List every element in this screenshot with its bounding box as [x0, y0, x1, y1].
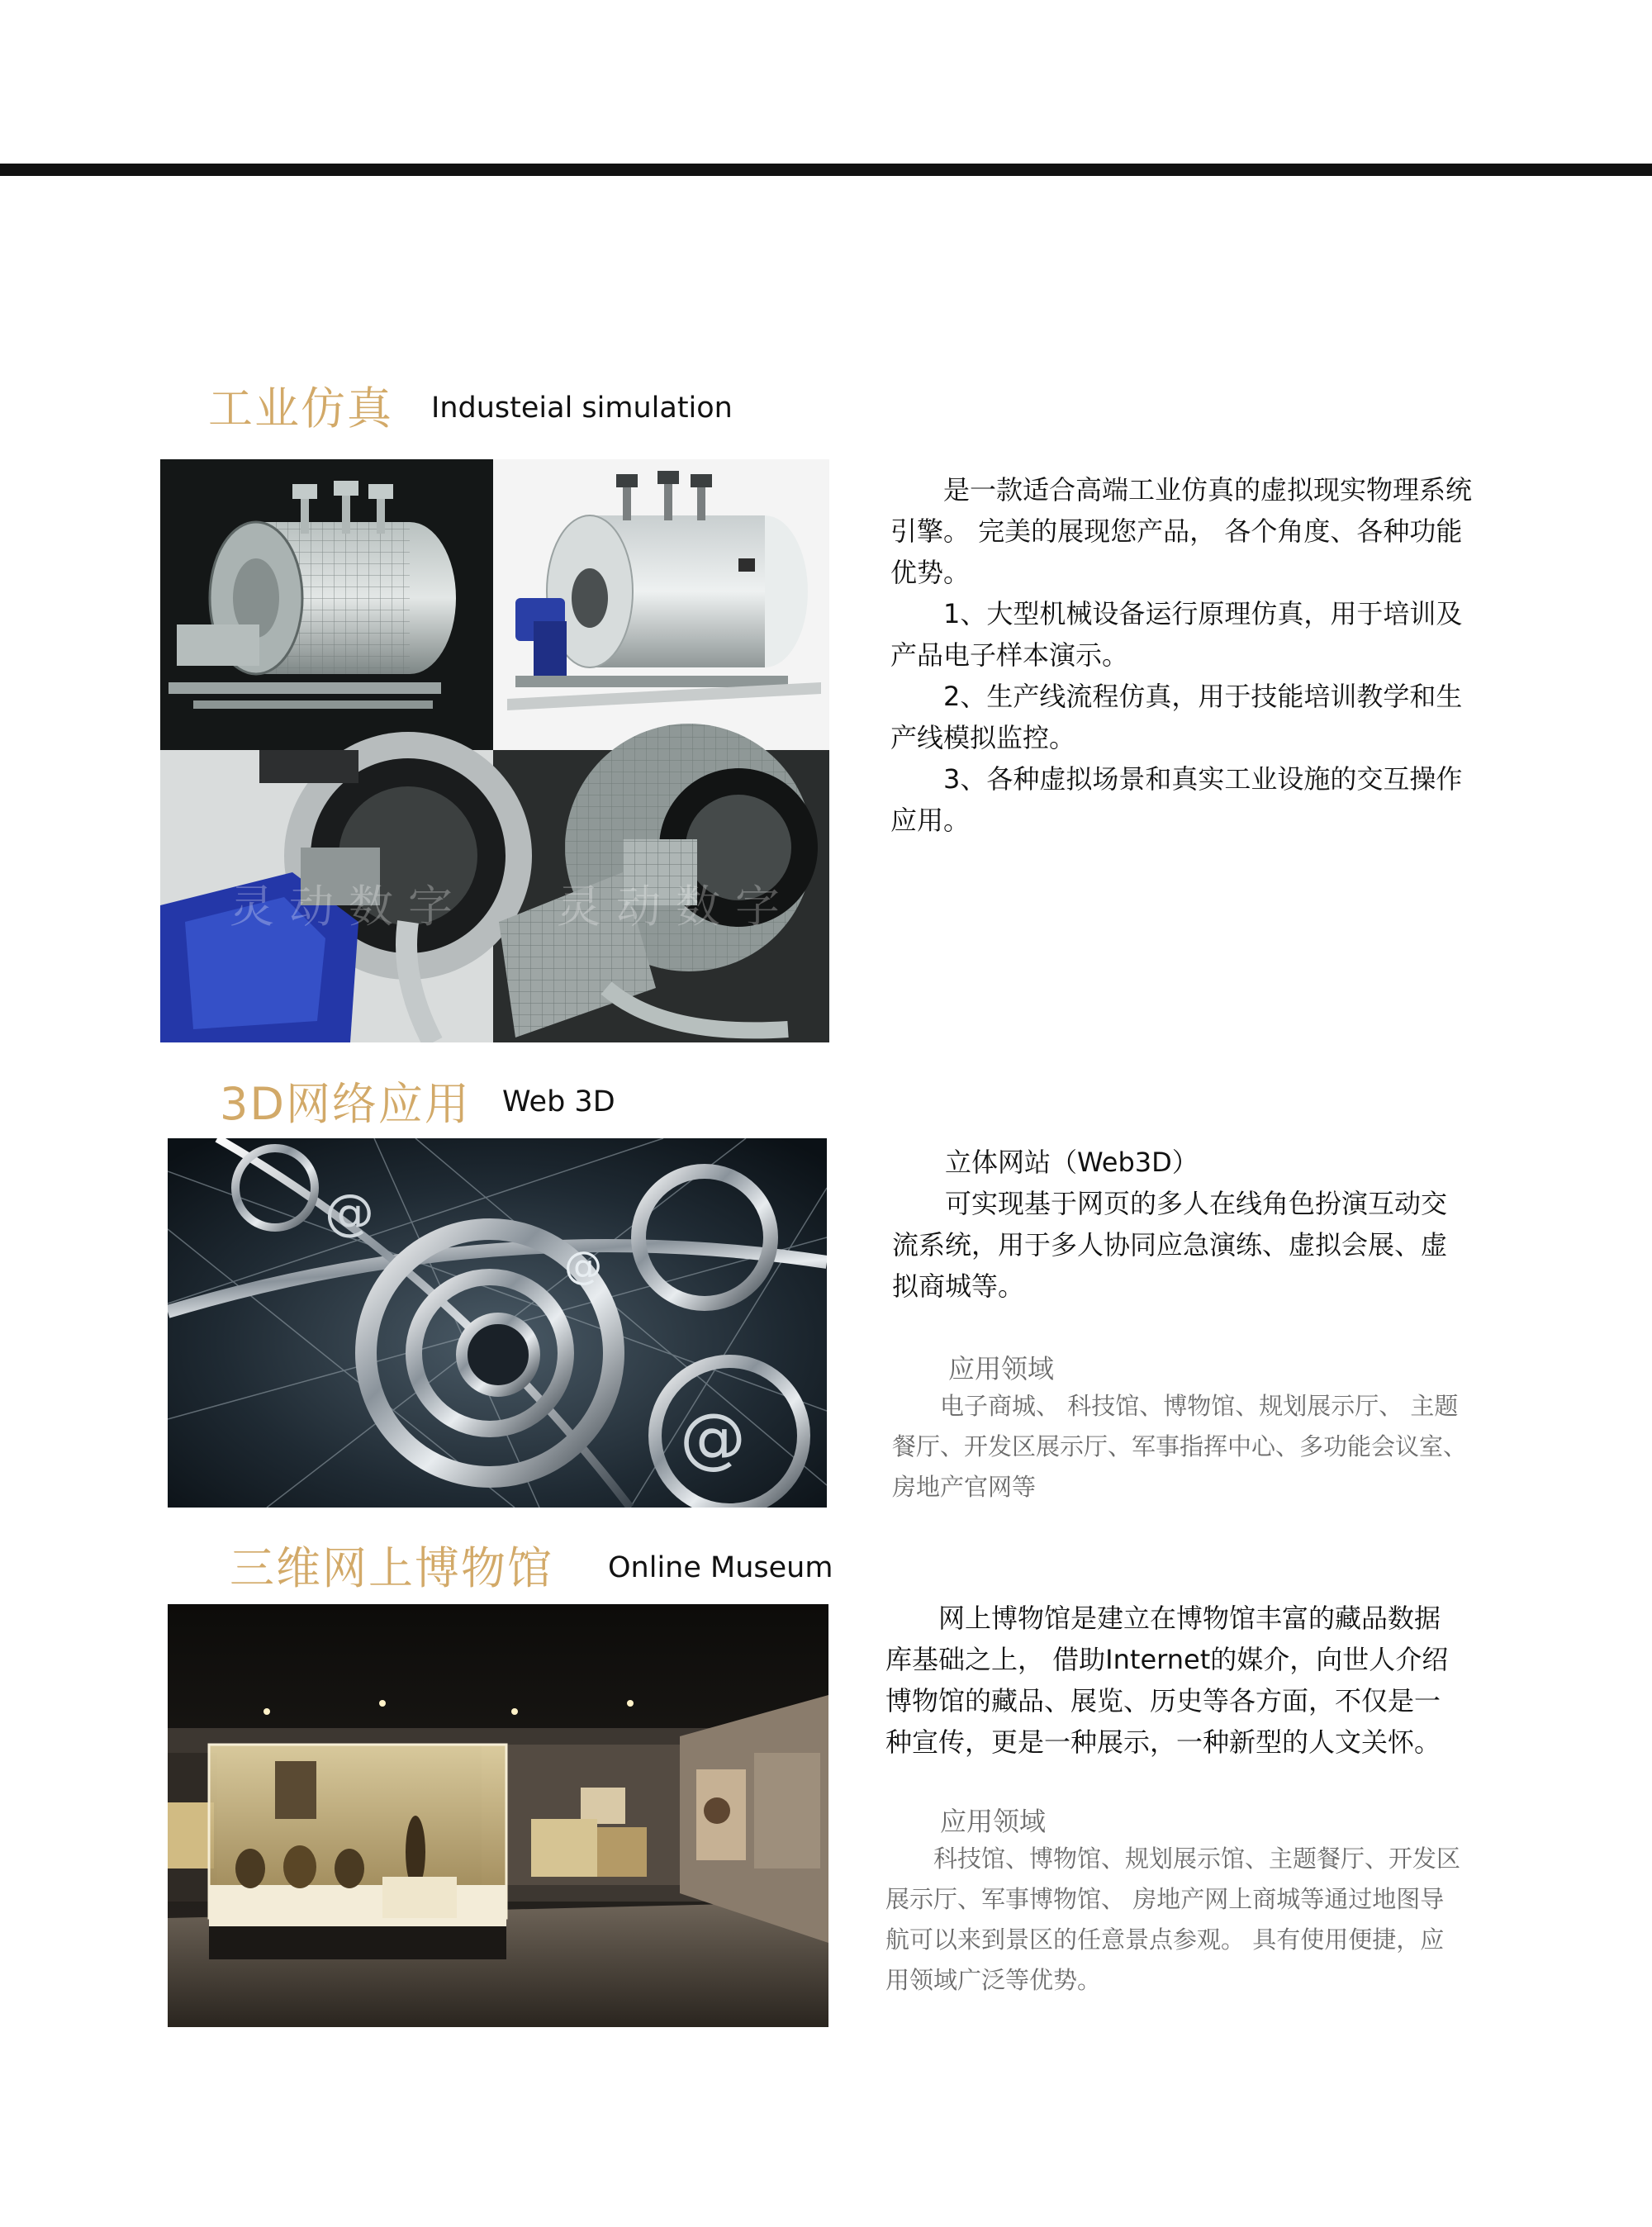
- industrial-description: [890, 469, 1477, 841]
- museum-interior-image: [168, 1604, 828, 2027]
- museum-application-title: 应用领域: [940, 1806, 1047, 1837]
- museum-application-list: [885, 1839, 1464, 2001]
- section-title-industrial: 工业仿真: [208, 382, 393, 434]
- web3d-art-glyph: @: [680, 1399, 746, 1476]
- web3d-art-glyph: @: [564, 1243, 602, 1288]
- web3d-heading: 立体网站（Web3D）: [945, 1147, 1199, 1178]
- section-subtitle-museum: Online Museum: [608, 1551, 833, 1584]
- museum-application-text: 科技馆、博物馆、规划展示馆、主题餐厅、开发区展示厅、军事博物馆、 房地产网上商城等通过地图导航可以来到景区的任意景点参观。 具有使用便捷，应用领域广泛等优势。: [885, 1845, 1461, 1994]
- industrial-item-1: 1、大型机械设备运行原理仿真，用于培训及产品电子样本演示。: [890, 598, 1463, 671]
- watermark-text: 灵动数字: [557, 881, 795, 933]
- top-divider: [0, 164, 1652, 176]
- web3d-art-glyph: @: [325, 1184, 374, 1242]
- web3d-application-text: 电子商城、 科技馆、博物馆、规划展示厅、 主题餐厅、开发区展示厅、军事指挥中心、多功能会议室、房地产官网等: [892, 1392, 1468, 1501]
- section-title-web3d: 3D网络应用: [220, 1078, 471, 1130]
- section-subtitle-web3d: Web 3D: [502, 1085, 615, 1118]
- web3d-description: [892, 1142, 1470, 1307]
- industrial-paragraph: 是一款适合高端工业仿真的虚拟现实物理系统引擎。 完美的展现您产品， 各个角度、各种功能优势。: [890, 474, 1473, 588]
- industrial-boiler-image: [160, 459, 829, 1042]
- industrial-item-3: 3、各种虚拟场景和真实工业设施的交互操作应用。: [890, 763, 1463, 836]
- section-subtitle-industrial: Industeial simulation: [431, 392, 733, 425]
- web3d-application-list: [892, 1386, 1470, 1508]
- museum-paragraph: 网上博物馆是建立在博物馆丰富的藏品数据库基础之上， 借助Internet的媒介，向世人介绍博物馆的藏品、展览、历史等各方面，不仅是一种宣传，更是一种展示，一种新型的人文关怀。: [885, 1603, 1449, 1758]
- web3d-paragraph: 可实现基于网页的多人在线角色扮演互动交流系统，用于多人协同应急演练、虚拟会展、虚拟商城等。: [892, 1188, 1448, 1302]
- industrial-item-2: 2、生产线流程仿真，用于技能培训教学和生产线模拟监控。: [890, 681, 1463, 753]
- web3d-application-title: 应用领域: [948, 1353, 1055, 1384]
- section-title-museum: 三维网上博物馆: [230, 1542, 553, 1594]
- museum-description: [885, 1598, 1464, 1763]
- watermark-text: 灵动数字: [230, 881, 468, 933]
- web3d-art-image: [168, 1138, 827, 1508]
